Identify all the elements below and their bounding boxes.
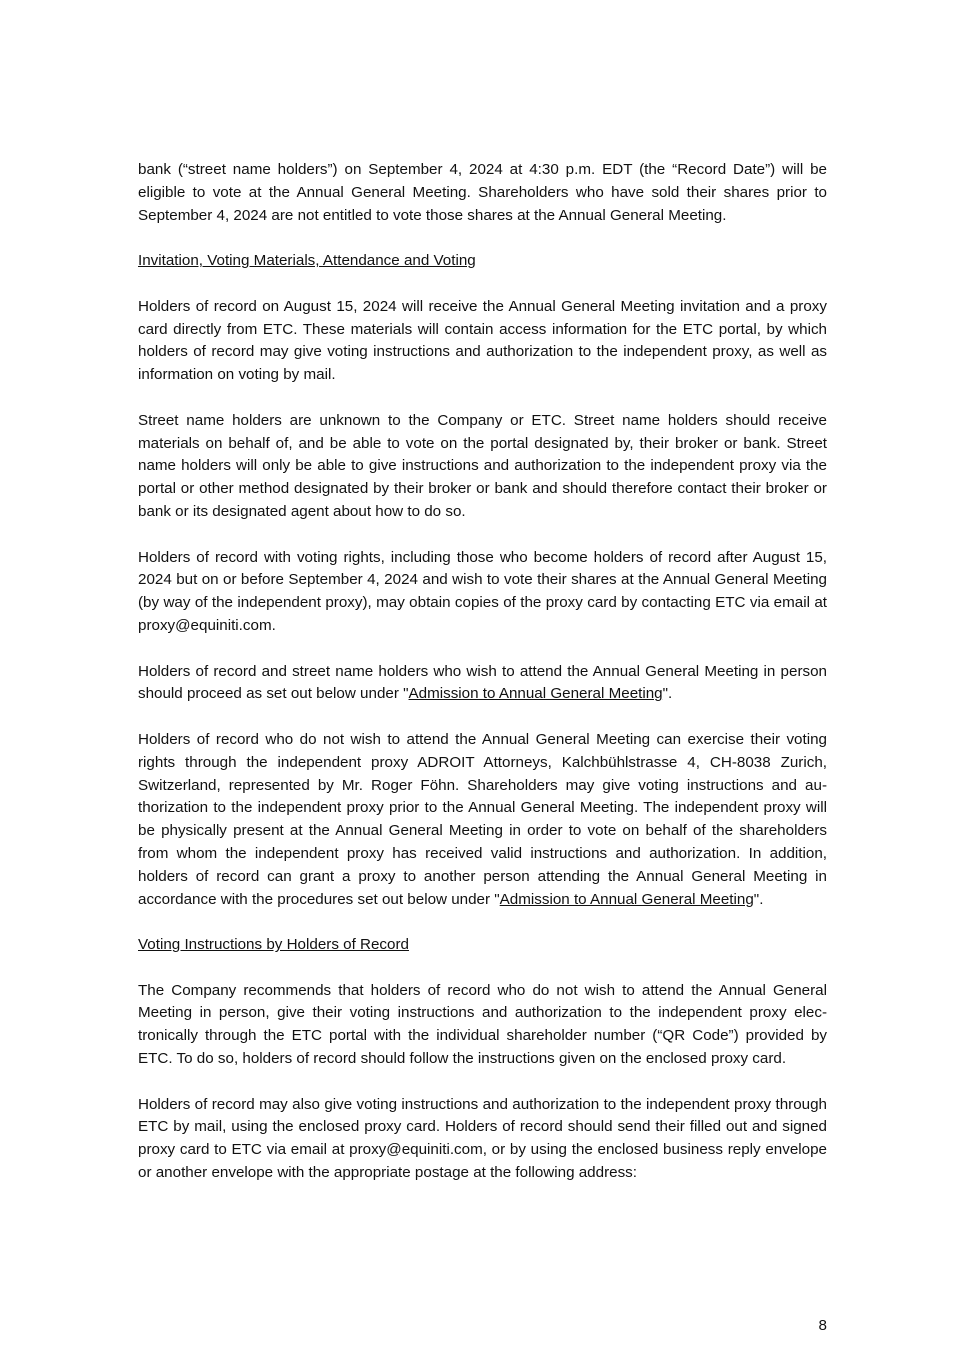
- record-date-paragraph: bank (“street name holders”) on September 4, 2024 at 4:30 p.m. EDT (the “Record Date”) will be eligible to vote at the Annual General Meeting. Shareholders who have sold their shares prior to September 4, 2024 are not entitled to vote those shares at the Annual General Meeting.: [138, 161, 827, 224]
- paragraph-text: Holders of record who do not wish to attend the Annual General Meeting can exercise their voting rights through the independent proxy ADROIT Attorneys, Kalchbühlstrasse 4, CH-8038 Zurich, Switzerland, represented by Mr. Roger Föhn. Shareholders may give voting instructions and authorization to the independent proxy prior to the Annual General Meeting. The independent proxy will be physically present at the Annual General Meeting in order to vote on behalf of the shareholders from whom the independent proxy has received valid instructions and authorization. In addition, holders of record can grant a proxy to another person attending the Annual General Meeting in accordance with the procedures set out below under ": [138, 730, 827, 908]
- holders-of-record-paragraph: Holders of record on August 15, 2024 will receive the Annual General Meeting invitation and a proxy card directly from ETC. These materials will contain access information for the ETC portal, by which holders of record may give voting instructions and authorization to the independent proxy, as well as information on voting by mail.: [138, 297, 827, 384]
- section-heading-invitation: Invitation, Voting Materials, Attendance and Voting: [138, 252, 476, 270]
- page-number: 8: [818, 1317, 827, 1334]
- attend-in-person-paragraph: [138, 661, 827, 707]
- admission-reference-link[interactable]: Admission to Annual General Meeting: [408, 685, 663, 703]
- independent-proxy-paragraph: [138, 729, 827, 911]
- admission-reference-link[interactable]: Admission to Annual General Meeting: [499, 890, 754, 908]
- street-name-holders-paragraph: Street name holders are unknown to the Company or ETC. Street name holders should receive materials on behalf of, and be able to vote on the portal designated by, their broker or bank. Street name holders will only be able to give instructions and authorization to the independent proxy via the portal or other method designated by their broker or bank and should therefore contact their broker or bank or its designated agent about how to do so.: [138, 411, 827, 520]
- proxy-card-copies-paragraph: Holders of record with voting rights, including those who become holders of record after August 15, 2024 but on or before September 4, 2024 and wish to vote their shares at the Annual General Meeting (by way of the independent proxy), may obtain copies of the proxy card by contacting ETC via email at proxy@equiniti.com.: [138, 548, 827, 634]
- paragraph-text: ".: [662, 685, 673, 703]
- paragraph-text: Holders of record and street name holders who wish to attend the Annual General Meeting in person should proceed as set out below under ": [138, 662, 827, 703]
- electronic-voting-paragraph: The Company recommends that holders of record who do not wish to attend the Annual General Meeting in person, give their voting instructions and authorization to the independent proxy electronically through the ETC portal with the individual shareholder number (“QR Code”) provided by ETC. To do so, holders of record should follow the instructions given on the enclosed proxy card.: [138, 981, 827, 1068]
- section-heading-voting-instructions: Voting Instructions by Holders of Record: [138, 936, 409, 954]
- mail-voting-paragraph: Holders of record may also give voting instructions and authorization to the independent proxy through ETC by mail, using the enclosed proxy card. Holders of record should send their filled out and signed proxy card to ETC via email at proxy@equiniti.com, or by using the enclosed business reply envelope or another envelope with the appropriate postage at the following address:: [138, 1095, 827, 1182]
- paragraph-text: ".: [753, 890, 764, 908]
- document-page: [138, 159, 827, 1208]
